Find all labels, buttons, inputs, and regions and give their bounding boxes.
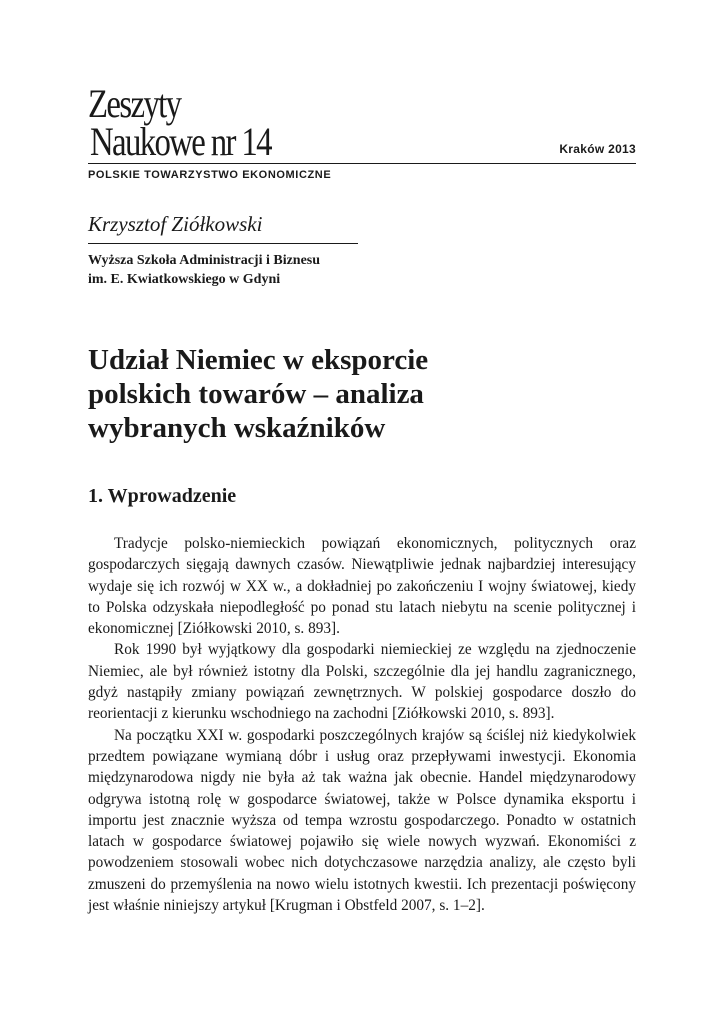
affiliation-line1: Wyższa Szkoła Administracji i Biznesu xyxy=(88,253,321,268)
author-name: Krzysztof Ziółkowski xyxy=(88,212,263,236)
paragraph-1: Tradycje polsko-niemieckich powiązań ekonomicznych, politycznych oraz gospodarczych sięgają dawnych czasów. Niewątpliwie jednak najbardziej interesujący wydaje się ich rozwój w XX w., a dokładniej po zakończeniu I wojny światowej, kiedy to Polska odzyskała niepodległość po ponad stu latach niebytu na scenie politycznej i ekonomicznej [Ziółkowski 2010, s. 893]. xyxy=(88,535,636,638)
journal-title-line1: Zeszyty xyxy=(88,81,181,126)
journal-masthead xyxy=(88,81,636,170)
author-affiliation xyxy=(88,251,320,289)
article-title-line3: wybranych wskaźników xyxy=(88,412,386,444)
masthead-divider xyxy=(88,163,636,164)
article-title xyxy=(88,343,636,445)
publisher-name: POLSKIE TOWARZYSTWO EKONOMICZNE xyxy=(88,169,332,181)
journal-title-line2: Naukowe nr 14 xyxy=(90,119,271,164)
section-heading: 1. Wprowadzenie xyxy=(88,485,237,507)
affiliation-line2: im. E. Kwiatkowskiego w Gdyni xyxy=(88,272,281,287)
place-year: Kraków 2013 xyxy=(559,142,636,156)
paragraph-3: Na początku XXI w. gospodarki poszczególnych krajów są ściślej niż kiedykolwiek przedtem powiązane wymianą dóbr i usług oraz przepływami inwestycji. Ekonomia międzynarodowa nigdy nie była aż tak ważna jak obecnie. Handel międzynarodowy odgrywa istotną rolę w gospodarce światowej, także w Polsce dynamika eksportu i importu jest znacznie wyższa od tempa wzrostu gospodarczego. Ponadto w ostatnich latach w gospodarce światowej pojawiło się wiele nowych wyzwań. Ekonomiści z powodzeniem stosowali wobec nich dotychczasowe narzędzia analizy, ale często byli zmuszeni do przemyślenia na nowo wielu istotnych kwestii. Ich prezentacji poświęcony jest właśnie niniejszy artykuł [Krugman i Obstfeld 2007, s. 1–2]. xyxy=(88,726,636,915)
section-body xyxy=(88,533,636,916)
article-title-line2: polskich towarów – analiza xyxy=(88,378,424,410)
paragraph-2: Rok 1990 był wyjątkowy dla gospodarki niemieckiej ze względu na zjednoczenie Niemiec, ale był również istotny dla Polski, szczególnie dla jej handlu zagranicznego, gdyż nastąpiły zmiany powiązań zewnętrznych. W polskiej gospodarce doszło do reorientacji z kierunku wschodniego na zachodni [Ziółkowski 2010, s. 893]. xyxy=(88,641,636,723)
article-title-line1: Udział Niemiec w eksporcie xyxy=(88,344,429,376)
author-divider xyxy=(88,243,358,244)
